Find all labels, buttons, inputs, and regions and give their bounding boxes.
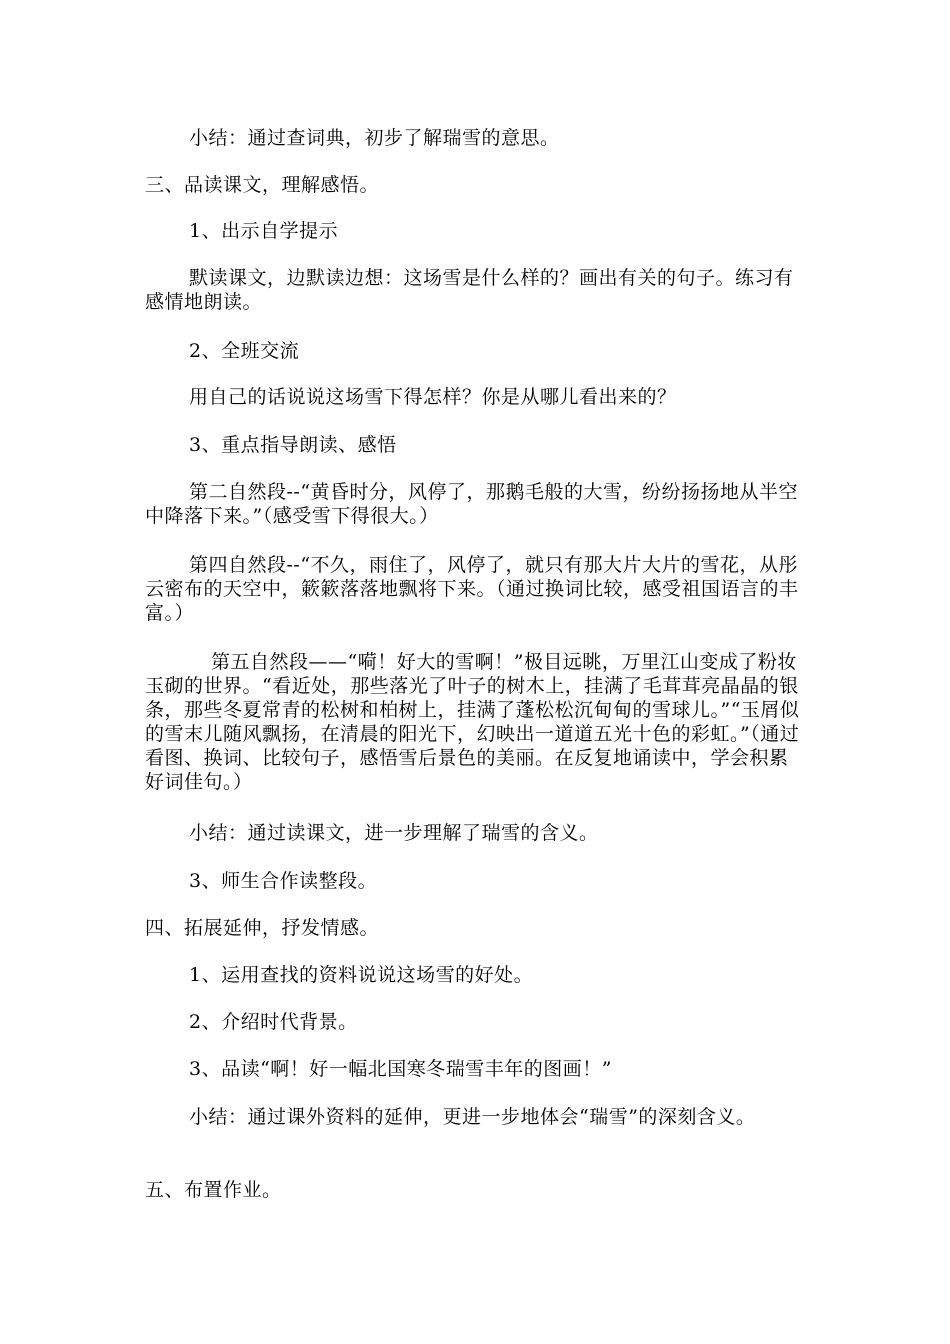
step-use-materials: 1、运用查找的资料说说这场雪的好处。 — [189, 964, 534, 986]
summary-dictionary: 小结：通过查词典，初步了解瑞雪的意思。 — [189, 127, 560, 149]
step-guided-reading: 3、重点指导朗读、感悟 — [189, 434, 397, 456]
paragraph-four-quote: 第四自然段--“不久，雨住了，风停了，就只有那大片大片的雪花，从彤云密布的天空中，簌簌落落地飘将下来。（通过换词比较，感受祖国语言的丰富。） — [145, 554, 799, 624]
step-appreciate-reading: 3、品读“啊！好一幅北国寒冬瑞雪丰年的图画！” — [189, 1058, 613, 1080]
summary-reading: 小结：通过读课文，进一步理解了瑞雪的含义。 — [189, 822, 599, 844]
step-class-exchange: 2、全班交流 — [189, 340, 300, 362]
section-five-heading: 五、布置作业。 — [145, 1179, 282, 1201]
paragraph-five-quote: 第五自然段——“嗬！好大的雪啊！”极目远眺，万里江山变成了粉妆玉砌的世界。“看近处，那些落光了叶子的树木上，挂满了毛茸茸亮晶晶的银条，那些冬夏常青的松树和柏树上，挂满了蓬松松沉甸甸的雪球儿。”“玉屑似的雪末儿随风飘扬，在清晨的阳光下，幻映出一道道五光十色的彩虹。”（通过看图、换词、比较句子，感悟雪后景色的美丽。在反复地诵读中，学会积累好词佳句。） — [145, 651, 800, 793]
step-background: 2、介绍时代背景。 — [189, 1011, 358, 1033]
step-self-study-prompt: 1、出示自学提示 — [189, 220, 339, 242]
step-cooperative-reading: 3、师生合作读整段。 — [189, 870, 378, 892]
silent-reading-paragraph: 默读课文，边默读边想：这场雪是什么样的？画出有关的句子。练习有感情地朗读。 — [145, 267, 794, 313]
section-four-heading: 四、拓展延伸，抒发情感。 — [145, 917, 380, 939]
section-three-heading: 三、品读课文，理解感悟。 — [145, 174, 380, 196]
question-paragraph: 用自己的话说说这场雪下得怎样？你是从哪儿看出来的？ — [189, 386, 677, 408]
paragraph-two-quote: 第二自然段--“黄昏时分，风停了，那鹅毛般的大雪，纷纷扬扬地从半空中降落下来。”（感受雪下得很大。） — [145, 481, 799, 527]
summary-extension: 小结：通过课外资料的延伸，更进一步地体会“瑞雪”的深刻含义。 — [189, 1106, 756, 1128]
